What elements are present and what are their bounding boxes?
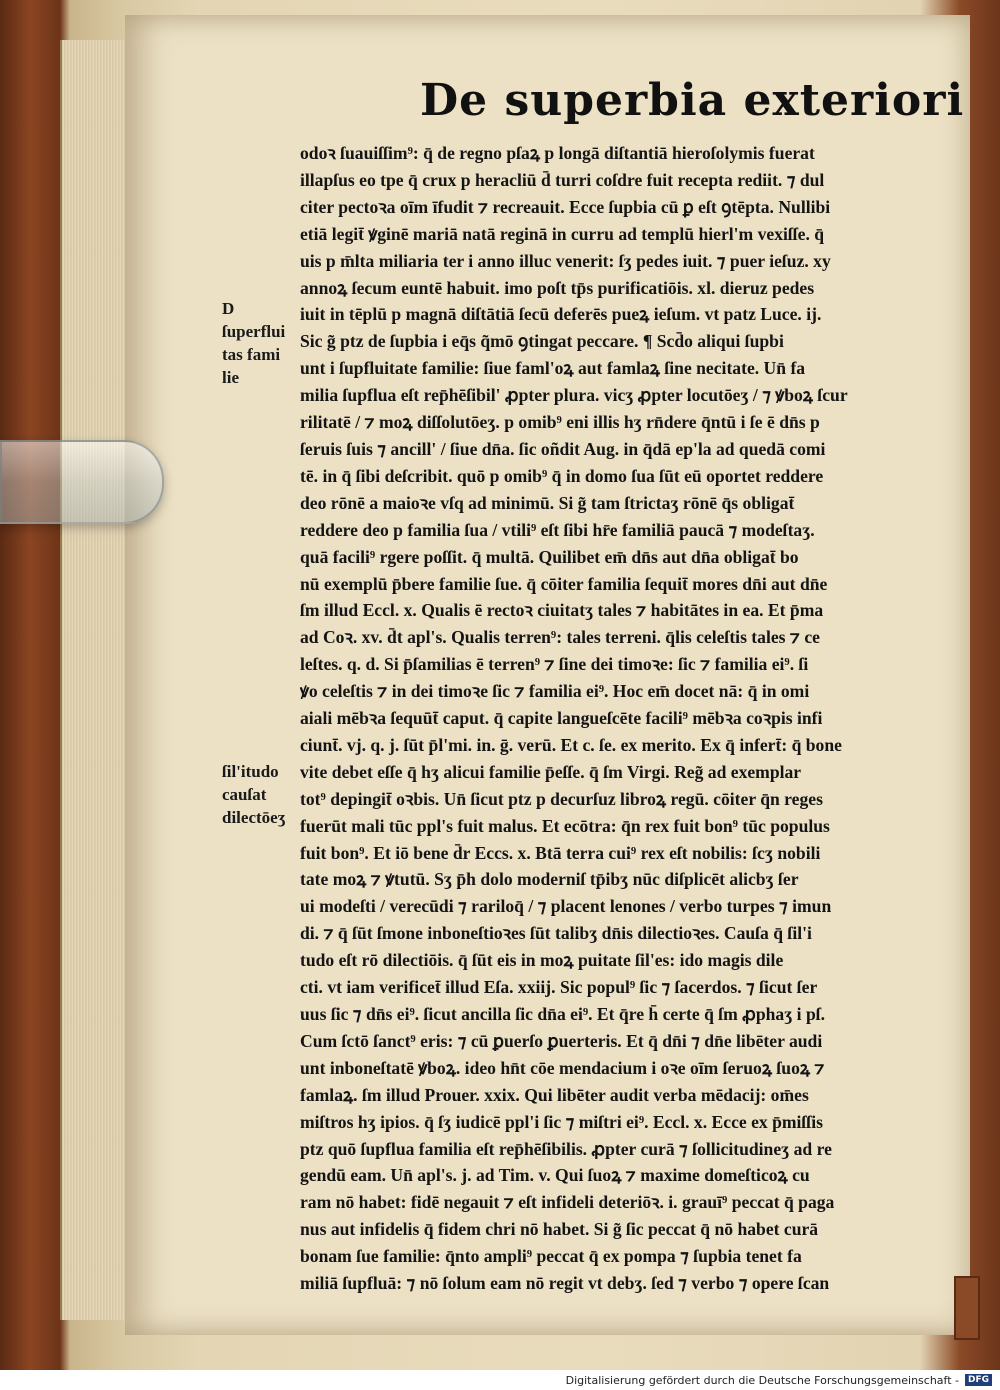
text-line: unt inboneſtatē ꝟboꝝ. ideo hn̄t cōe mendacium i oꝛe oīm ſeruoꝝ ſuoꝝ ⁊ bbox=[300, 1057, 825, 1078]
book-page-edges bbox=[60, 40, 132, 1320]
text-line: etiā legit̄ ꝟginē mariā natā reginā in curru ad templū hierl'm vexiſſe. q̄ bbox=[300, 223, 825, 244]
text-line: Cum ſctō ſanct⁹ eris: ⁊ cū ꝑuerſo ꝑuerteris. Et q̄ dn̄i ⁊ dn̄e libēter audi bbox=[300, 1030, 823, 1051]
margin-note-line: ſil'itudo bbox=[222, 762, 279, 781]
text-line: di. ⁊ q̄ ſūt ſmone inboneſtioꝛes ſūt talibʒ dn̄is dilectioꝛes. Cauſa q̄ ſil'i bbox=[300, 923, 812, 944]
margin-note-line: cauſat bbox=[222, 785, 267, 804]
text-line: gendū eam. Un̄ apl's. j. ad Tim. v. Qui ſuoꝝ ⁊ maxime domeſticoꝝ cu bbox=[300, 1165, 810, 1186]
text-line: fuit bon⁹. Et iō bene d̄r Eccs. x. Btā terra cui⁹ rex eſt nobilis: ſcʒ nobili bbox=[300, 842, 821, 863]
text-line: ſm illud Eccl. x. Qualis ē rectoꝛ ciuitatʒ tales ⁊ habitātes in ea. Et p̄ma bbox=[300, 600, 824, 621]
text-line: citer pectoꝛa oīm īfudit ⁊ recreauit. Ecce ſupbia cū ꝑ eſt ꝯtēpta. Nullibi bbox=[300, 196, 831, 217]
text-line: fuerūt mali tūc ppl's fuit malus. Et ecōtra: q̄n rex fuit bon⁹ tūc populus bbox=[300, 815, 830, 836]
margin-note-line: D bbox=[222, 299, 235, 318]
binding-clasp bbox=[954, 1276, 980, 1340]
text-line: reddere deo p familia ſua / vtili⁹ eſt ſibi hr̄e familiā paucā ⁊ modeſtaʒ. bbox=[300, 519, 815, 540]
glass-page-holder bbox=[0, 440, 164, 524]
text-line: famlaꝝ. ſm illud Prouer. xxix. Qui libēter audit verba mēdacij: om̄es bbox=[300, 1084, 809, 1105]
text-line: cti. vt iam verificet̄ illud Eſa. xxiij. Sic popul⁹ ſic ⁊ ſacerdos. ⁊ ſicut ſer bbox=[300, 977, 818, 998]
footer-bar bbox=[0, 1370, 1000, 1390]
page-title: De superbia exteriori bbox=[420, 75, 965, 126]
text-line: miliā ſupfluā: ⁊ nō ſolum eam nō regit vt debʒ. ſed ⁊ verbo ⁊ opere ſcan bbox=[300, 1273, 830, 1294]
margin-note-line: dilectōeʒ bbox=[222, 808, 286, 827]
text-line: ꝟo celeſtis ⁊ in dei timoꝛe ſic ⁊ familia ei⁹. Hoc em̄ docet nā: q̄ in omi bbox=[300, 681, 810, 702]
text-line: miſtros hʒ ipios. q̄ ſʒ iudicē ppl'i ſic ⁊ miſtri ei⁹. Eccl. x. Ecce ex p̄miſſis bbox=[300, 1111, 823, 1132]
main-text bbox=[300, 140, 930, 1297]
margin-note-similitudo bbox=[222, 760, 286, 829]
margin-note-familia bbox=[222, 297, 285, 389]
text-line: deo rōnē a maioꝛe vſq ad minimū. Si g̃ tam ſtrictaʒ rōnē q̄s obligat̄ bbox=[300, 492, 795, 513]
text-line: aiali mēbꝛa ſequūt̄ caput. q̄ capite langueſcēte facili⁹ mēbꝛa coꝛpis infi bbox=[300, 708, 823, 729]
text-line: unt i ſupfluitate familie: ſiue faml'oꝝ aut famlaꝝ ſine necitate. Un̄ fa bbox=[300, 358, 806, 379]
text-line: odoꝛ ſuauiſſim⁹: q̄ de regno pſaꝝ p longā diſtantiā hieroſolymis fuerat bbox=[300, 143, 815, 163]
text-line: tudo eſt rō dilectiōis. q̄ ſūt eis in moꝝ puitate ſil'es: ido magis dile bbox=[300, 950, 784, 971]
text-line: ciunt̄. vj. q. j. ſūt p̄l'mi. in. ḡ. verū. Et c. ſe. ex merito. Ex q̄ infert̄: q̄ bone bbox=[300, 734, 842, 755]
text-line: ui modeſti / verecūdi ⁊ rariloq̄ / ⁊ placent lenones / verbo turpes ⁊ imun bbox=[300, 896, 832, 917]
text-line: tē. in q̄ ſibi deſcribit. quō p omib⁹ q̄ in domo ſua ſūt eū oportet reddere bbox=[300, 465, 824, 486]
text-line: illapſus eo tpe q̄ crux p heracliū d̄ turri coſdre fuit recepta rediit. ⁊ dul bbox=[300, 169, 825, 190]
text-line: uis p m̄lta miliaria ter i anno illuc venerit: ſʒ pedes iuit. ⁊ puer ieſuz. xy bbox=[300, 250, 831, 271]
text-line: leſtes. q. d. Si p̄ſamilias ē terren⁹ ⁊ ſine dei timoꝛe: ſic ⁊ familia ei⁹. ſi bbox=[300, 654, 809, 675]
text-line: nū exemplū p̄bere familie ſue. q̄ cōiter familia ſequit̄ mores dn̄i aut dn̄e bbox=[300, 573, 828, 594]
text-line: ad Coꝛ. xv. d̄t apl's. Qualis terren⁹: tales terreni. q̄lis celeſtis tales ⁊ ce bbox=[300, 627, 820, 648]
text-line: bonam ſue familie: q̄nto ampli⁹ peccat q̄ ex pompa ⁊ ſupbia tenet fa bbox=[300, 1246, 802, 1267]
text-line: tate moꝝ ⁊ ꝟtutū. Sʒ p̄h dolo moderniſ tp̄ibʒ nūc diſplicēt alicbʒ ſer bbox=[300, 869, 799, 890]
text-line: iuit in tēplū p magnā diſtātiā ſecū deferēs pueꝝ ieſum. vt patz Luce. ij. bbox=[300, 304, 822, 325]
text-line: milia ſupflua eſt rep̄hēſibil' ꝓpter plura. vicʒ ꝓpter locutōeʒ / ⁊ ꝟboꝝ ſcur bbox=[300, 385, 848, 406]
text-line: ptz quō ſupflua familia eſt rep̄hēſibilis. ꝓpter curā ⁊ ſollicitudineʒ ad re bbox=[300, 1138, 832, 1159]
text-line: vite debet eſſe q̄ hʒ alicui familie p̄eſſe. q̄ ſm Virgi. Reg̃ ad exemplar bbox=[300, 761, 802, 782]
text-line: ram nō habet: fidē negauit ⁊ eſt infideli deteriōꝛ. i. grauī⁹ peccat q̄ paga bbox=[300, 1192, 835, 1213]
margin-note-line: tas fami bbox=[222, 345, 281, 364]
text-line: quā facili⁹ rgere poſſit. q̄ multā. Quilibet em̄ dn̄s aut dn̄a obligat̄ bo bbox=[300, 546, 799, 567]
text-line: Sic g̃ ptz de ſupbia i eq̄s q̃mō ꝯtingat peccare. ¶ Scd̄o aliqui ſupbi bbox=[300, 331, 784, 352]
text-line: uus ſic ⁊ dn̄s ei⁹. ſicut ancilla ſic dn̄a ei⁹. Et q̄re h̄ certe q̄ ſm ꝓphaʒ i pſ. bbox=[300, 1004, 826, 1024]
text-line: rilitatē / ⁊ moꝝ diſſolutōeʒ. p omib⁹ eni illis hʒ rn̄dere q̄ntū i ſe ē dn̄s p bbox=[300, 412, 820, 433]
footer-credit: Digitalisierung gefördert durch die Deutsche Forschungsgemeinschaft - bbox=[565, 1373, 959, 1387]
dfg-logo: DFG bbox=[965, 1374, 992, 1386]
text-line: annoꝝ ſecum euntē habuit. imo poſt tp̄s purificatiōis. xl. dieruz pedes bbox=[300, 277, 815, 298]
margin-note-line: ſuperflui bbox=[222, 322, 286, 341]
margin-note-line: lie bbox=[222, 368, 239, 387]
text-line: tot⁹ depingit̄ oꝛbis. Un̄ ſicut ptz p decurſuz libroꝝ regū. cōiter q̄n reges bbox=[300, 788, 823, 809]
text-line: nus aut infidelis q̄ fidem chri nō habet. Si g̃ ſic peccat q̄ nō habet curā bbox=[300, 1219, 819, 1240]
text-line: ſeruis ſuis ⁊ ancill' / ſiue dn̄a. ſic oñdit Aug. in q̄dā ep'la ad quedā comi bbox=[300, 438, 826, 459]
